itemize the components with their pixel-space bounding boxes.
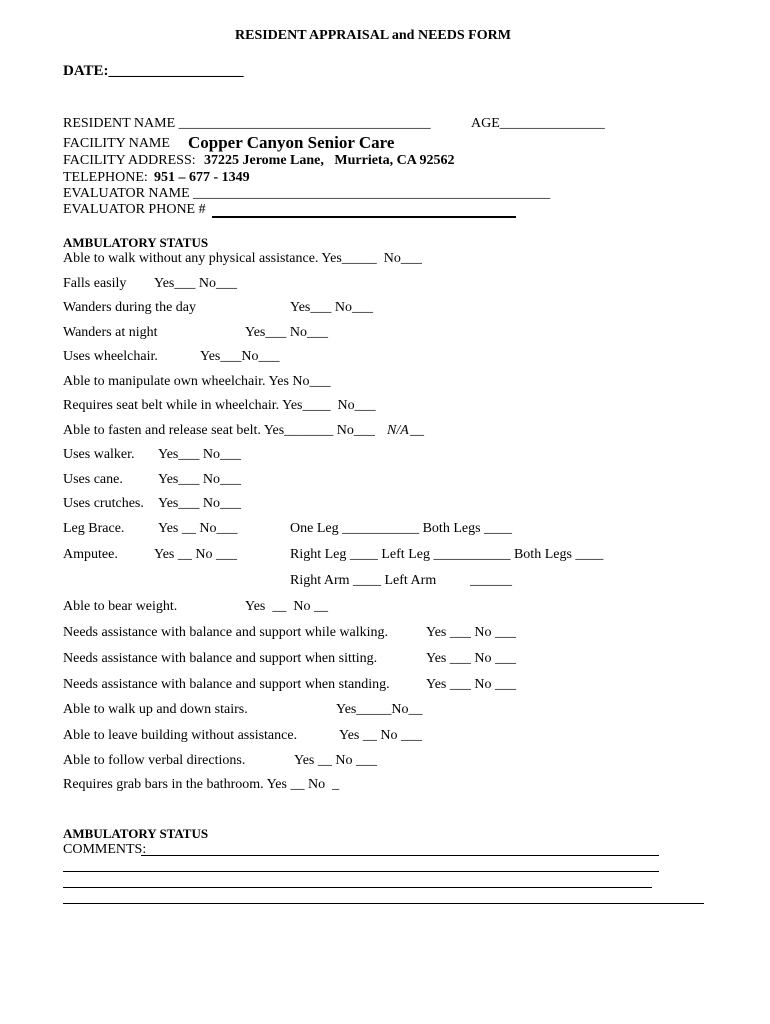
walker-label: Uses walker. xyxy=(63,447,135,462)
balance-sitting-yes-no[interactable]: Yes ___ No ___ xyxy=(426,651,516,666)
stairs-label: Able to walk up and down stairs. xyxy=(63,702,248,717)
bear-weight-yes-no[interactable]: Yes __ No __ xyxy=(245,599,328,614)
walker-yes-no[interactable]: Yes___ No___ xyxy=(158,447,241,462)
wheelchair-yes-no[interactable]: Yes___No___ xyxy=(200,349,280,364)
fasten-belt[interactable]: Able to fasten and release seat belt. Yes_______ No___ xyxy=(63,423,375,438)
balance-standing-yes-no[interactable]: Yes ___ No ___ xyxy=(426,677,516,692)
facility-address-label: FACILITY ADDRESS: xyxy=(63,153,196,168)
walk-without-assistance[interactable]: Able to walk without any physical assistance. Yes_____ No___ xyxy=(63,251,422,266)
evaluator-name-field[interactable]: EVALUATOR NAME ___________________________________________________ xyxy=(63,186,551,201)
form-title: RESIDENT APPRAISAL and NEEDS FORM xyxy=(235,28,511,43)
comments-line-2[interactable] xyxy=(63,871,659,872)
leg-brace-yes-no[interactable]: Yes __ No___ xyxy=(158,521,238,536)
crutches-label: Uses crutches. xyxy=(63,496,144,511)
manipulate-wheelchair[interactable]: Able to manipulate own wheelchair. Yes No___ xyxy=(63,374,331,389)
facility-name-label: FACILITY NAME xyxy=(63,136,170,151)
grab-bars[interactable]: Requires grab bars in the bathroom. Yes __ No _ xyxy=(63,777,340,792)
leg-brace-label: Leg Brace. xyxy=(63,521,125,536)
bear-weight-label: Able to bear weight. xyxy=(63,599,178,614)
amputee-arms-blank[interactable]: ______ xyxy=(470,573,512,588)
amputee-legs[interactable]: Right Leg ____ Left Leg ___________ Both Legs ____ xyxy=(290,547,604,562)
balance-walking-label: Needs assistance with balance and support while walking. xyxy=(63,625,389,640)
amputee-arms[interactable]: Right Arm ____ Left Arm xyxy=(290,573,437,588)
wanders-night-yes-no[interactable]: Yes___ No___ xyxy=(245,325,328,340)
resident-name-field[interactable]: RESIDENT NAME ____________________________________ xyxy=(63,116,431,131)
crutches-yes-no[interactable]: Yes___ No___ xyxy=(158,496,241,511)
comments-line-4[interactable] xyxy=(63,903,704,904)
ambulatory-heading: AMBULATORY STATUS xyxy=(63,235,209,250)
facility-address-value: 37225 Jerome Lane, Murrieta, CA 92562 xyxy=(204,153,455,168)
wheelchair-label: Uses wheelchair. xyxy=(63,349,158,364)
amputee-label: Amputee. xyxy=(63,547,118,562)
falls-easily-label: Falls easily xyxy=(63,276,127,291)
wanders-day-label: Wanders during the day xyxy=(63,300,196,315)
comments-label: COMMENTS: xyxy=(63,842,147,857)
fasten-belt-na-blank[interactable]: __ xyxy=(410,423,424,438)
fasten-belt-na-label: N/A xyxy=(387,423,409,438)
cane-label: Uses cane. xyxy=(63,472,123,487)
amputee-yes-no[interactable]: Yes __ No ___ xyxy=(154,547,237,562)
seat-belt[interactable]: Requires seat belt while in wheelchair. Yes____ No___ xyxy=(63,398,376,413)
telephone-label: TELEPHONE: xyxy=(63,170,148,185)
evaluator-phone-label: EVALUATOR PHONE # xyxy=(63,202,206,217)
comments-line-3[interactable] xyxy=(63,887,652,888)
balance-walking-yes-no[interactable]: Yes ___ No ___ xyxy=(426,625,516,640)
evaluator-phone-line[interactable] xyxy=(212,216,516,218)
wanders-night-label: Wanders at night xyxy=(63,325,158,340)
leg-brace-legs[interactable]: One Leg ___________ Both Legs ____ xyxy=(290,521,513,536)
falls-easily-yes-no[interactable]: Yes___ No___ xyxy=(154,276,237,291)
verbal-directions-label: Able to follow verbal directions. xyxy=(63,753,246,768)
facility-name-value: Copper Canyon Senior Care xyxy=(188,133,395,152)
balance-sitting-label: Needs assistance with balance and support when sitting. xyxy=(63,651,378,666)
comments-line-1[interactable] xyxy=(141,855,659,856)
verbal-directions-yes-no[interactable]: Yes __ No ___ xyxy=(294,753,377,768)
telephone-value: 951 – 677 - 1349 xyxy=(154,170,250,185)
wanders-day-yes-no[interactable]: Yes___ No___ xyxy=(290,300,373,315)
age-field[interactable]: AGE_______________ xyxy=(471,116,605,131)
leave-building-label: Able to leave building without assistance. xyxy=(63,728,298,743)
cane-yes-no[interactable]: Yes___ No___ xyxy=(158,472,241,487)
stairs-yes-no[interactable]: Yes_____No__ xyxy=(336,702,423,717)
comments-heading: AMBULATORY STATUS xyxy=(63,826,209,841)
balance-standing-label: Needs assistance with balance and support when standing. xyxy=(63,677,390,692)
leave-building-yes-no[interactable]: Yes __ No ___ xyxy=(339,728,422,743)
date-field[interactable]: DATE:__________________ xyxy=(63,63,244,79)
